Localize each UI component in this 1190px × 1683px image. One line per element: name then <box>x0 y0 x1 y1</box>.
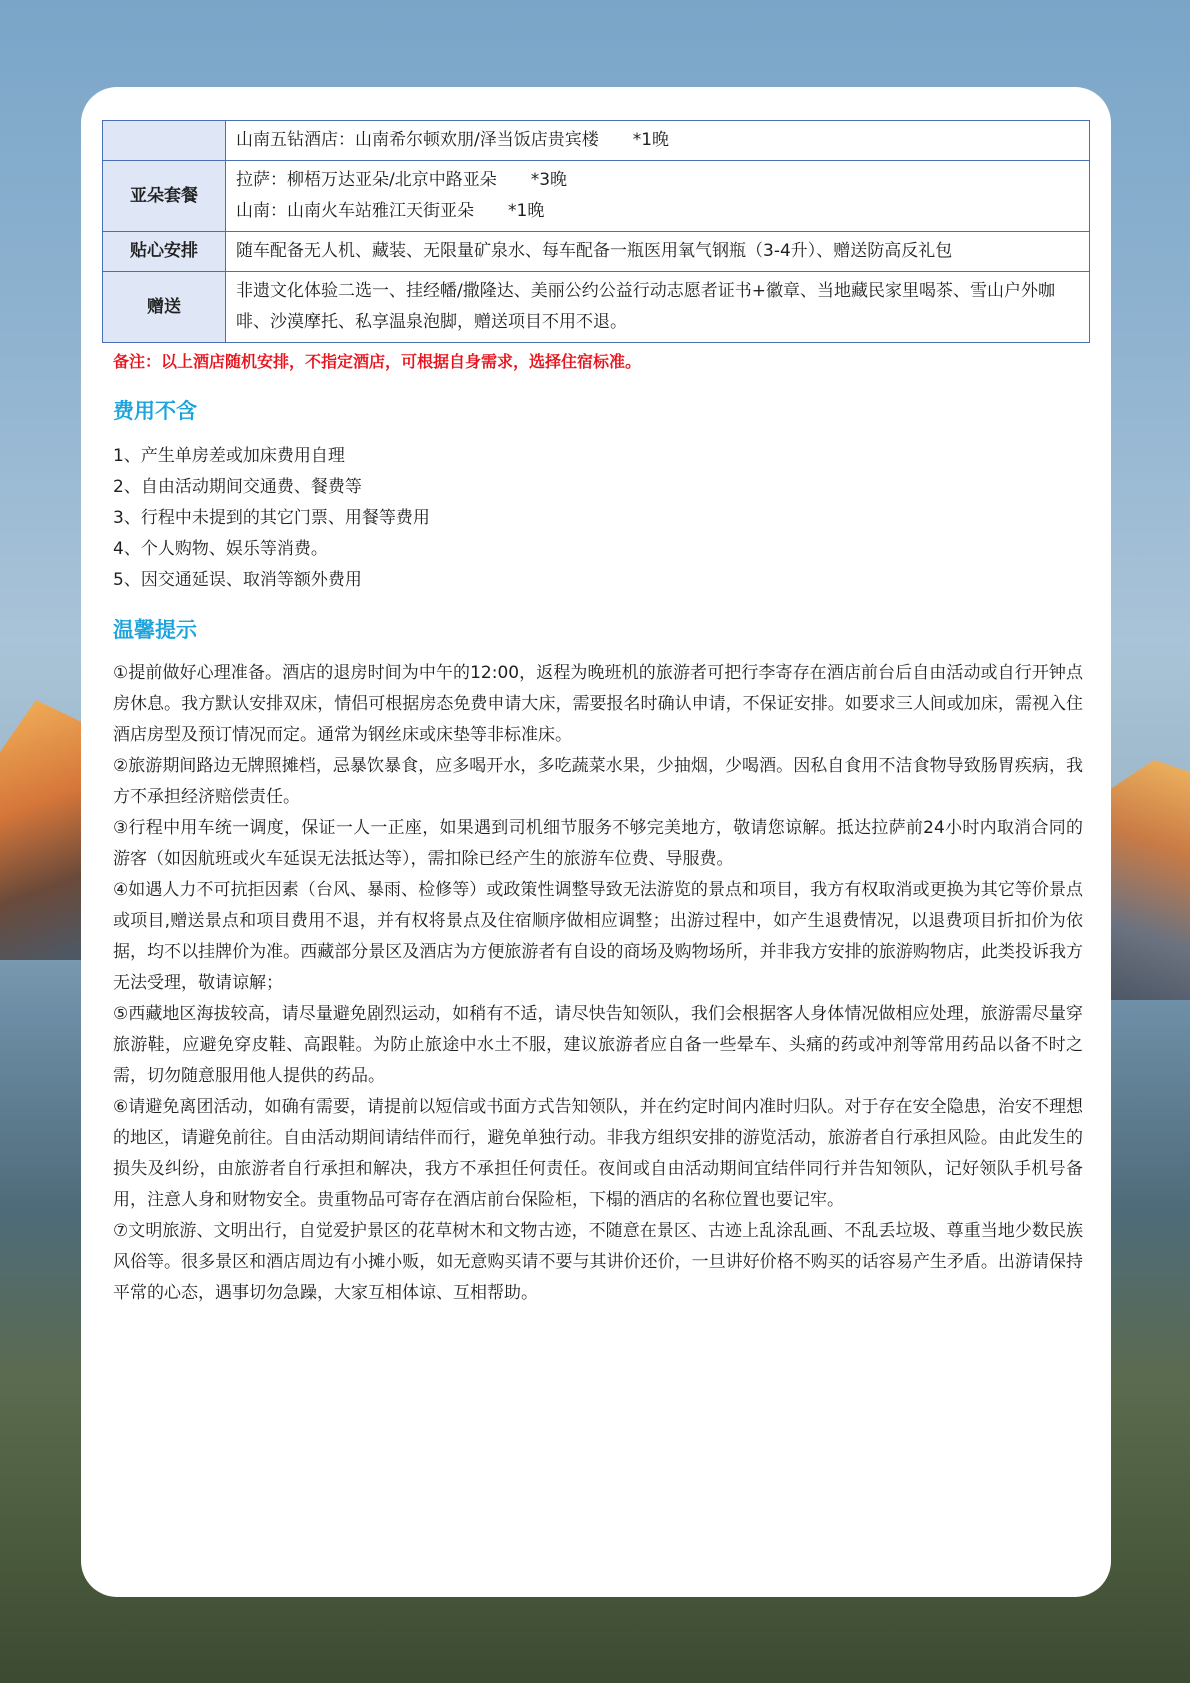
accommodation-table <box>102 120 1090 343</box>
list-item: 3、行程中未提到的其它门票、用餐等费用 <box>113 508 430 528</box>
table-row <box>103 161 1090 232</box>
table-value-cell <box>226 161 1090 232</box>
content-card <box>81 87 1111 1597</box>
list-item: 2、自由活动期间交通费、餐费等 <box>113 477 362 497</box>
list-item: 1、产生单房差或加床费用自理 <box>113 446 345 466</box>
tips-body <box>113 658 1083 1309</box>
table-value-cell <box>226 232 1090 272</box>
tips-title: 温馨提示 <box>113 618 197 642</box>
tip-paragraph: ④如遇人力不可抗拒因素（台风、暴雨、检修等）或政策性调整导致无法游览的景点和项目，我方有权取消或更换为其它等价景点或项目,赠送景点和项目费用不退，并有权将景点及住宿顺序做相应调整；出游过程中，如产生退费情况，以退费项目折扣价为依据，均不以挂牌价为准。西藏部分景区及酒店为方便旅游者有自设的商场及购物场所，并非我方安排的旅游购物店，此类投诉我方无法受理，敬请谅解； <box>113 880 1083 993</box>
table-row <box>103 272 1090 343</box>
table-category-cell: 亚朵套餐 <box>103 161 226 232</box>
tip-paragraph: ③行程中用车统一调度，保证一人一正座，如果遇到司机细节服务不够完美地方，敬请您谅解。抵达拉萨前24小时内取消合同的游客（如因航班或火车延误无法抵达等），需扣除已经产生的旅游车位费、导服费。 <box>113 818 1083 869</box>
table-category-cell: 贴心安排 <box>103 232 226 272</box>
table-value-cell <box>226 272 1090 343</box>
tip-paragraph: ⑥请避免离团活动，如确有需要，请提前以短信或书面方式告知领队，并在约定时间内准时归队。对于存在安全隐患，治安不理想的地区，请避免前往。自由活动期间请结伴而行，避免单独行动。非我方组织安排的游览活动，旅游者自行承担风险。由此发生的损失及纠纷，由旅游者自行承担和解决，我方不承担任何责任。夜间或自由活动期间宜结伴同行并告知领队，记好领队手机号备用，注意人身和财物安全。贵重物品可寄存在酒店前台保险柜，下榻的酒店的名称位置也要记牢。 <box>113 1097 1083 1210</box>
table-value-cell <box>226 121 1090 161</box>
background-mountain-left <box>0 700 90 960</box>
table-row <box>103 121 1090 161</box>
tip-paragraph: ⑦文明旅游、文明出行，自觉爱护景区的花草树木和文物古迹，不随意在景区、古迹上乱涂乱画、不乱丢垃圾、尊重当地少数民族风俗等。很多景区和酒店周边有小摊小贩，如无意购买请不要与其讲价还价，一旦讲好价格不购买的话容易产生矛盾。出游请保持平常的心态，遇事切勿急躁，大家互相体谅、互相帮助。 <box>113 1221 1083 1303</box>
table-line: 拉萨：柳梧万达亚朵/北京中路亚朵 *3晚 <box>236 170 568 190</box>
list-item: 4、个人购物、娱乐等消费。 <box>113 539 328 559</box>
table-row <box>103 232 1090 272</box>
tip-paragraph: ⑤西藏地区海拔较高，请尽量避免剧烈运动，如稍有不适，请尽快告知领队，我们会根据客人身体情况做相应处理，旅游需尽量穿旅游鞋，应避免穿皮鞋、高跟鞋。为防止旅途中水土不服，建议旅游者应自备一些晕车、头痛的药或冲剂等常用药品以备不时之需，切勿随意服用他人提供的药品。 <box>113 1004 1083 1086</box>
table-category-cell <box>103 121 226 161</box>
list-item: 5、因交通延误、取消等额外费用 <box>113 570 362 590</box>
table-line: 山南五钻酒店：山南希尔顿欢朋/泽当饭店贵宾楼 *1晚 <box>236 130 670 150</box>
excluded-costs-list <box>113 441 1090 596</box>
tip-paragraph: ②旅游期间路边无牌照摊档，忌暴饮暴食，应多喝开水，多吃蔬菜水果，少抽烟，少喝酒。因私自食用不洁食物导致肠胃疾病，我方不承担经济赔偿责任。 <box>113 756 1083 807</box>
background-mountain-right <box>1100 760 1190 1000</box>
content-body <box>102 120 1090 1309</box>
table-category-cell: 赠送 <box>103 272 226 343</box>
excluded-costs-title: 费用不含 <box>113 399 197 423</box>
table-line: 非遗文化体验二选一、挂经幡/撒隆达、美丽公约公益行动志愿者证书+徽章、当地藏民家里喝茶、雪山户外咖啡、沙漠摩托、私享温泉泡脚，赠送项目不用不退。 <box>236 281 1055 332</box>
table-line: 山南：山南火车站雅江天街亚朵 *1晚 <box>236 201 545 221</box>
table-line: 随车配备无人机、藏装、无限量矿泉水、每车配备一瓶医用氧气钢瓶（3-4升）、赠送防高反礼包 <box>236 241 953 261</box>
tip-paragraph: ①提前做好心理准备。酒店的退房时间为中午的12:00，返程为晚班机的旅游者可把行李寄存在酒店前台后自由活动或自行开钟点房休息。我方默认安排双床，情侣可根据房态免费申请大床，需要报名时确认申请，不保证安排。如要求三人间或加床，需视入住酒店房型及预订情况而定。通常为钢丝床或床垫等非标准床。 <box>113 663 1083 745</box>
hotel-note: 备注：以上酒店随机安排，不指定酒店，可根据自身需求，选择住宿标准。 <box>113 352 642 371</box>
